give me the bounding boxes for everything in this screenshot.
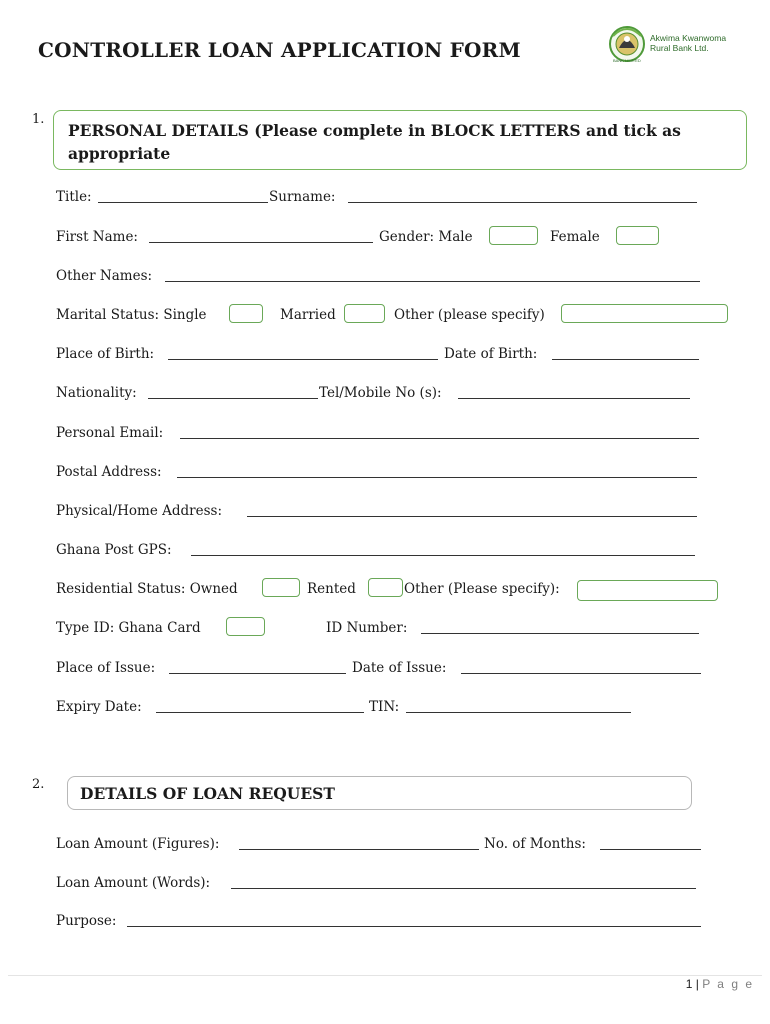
date-of-issue-field[interactable]	[461, 659, 701, 674]
residential-rented-label: Rented	[307, 581, 356, 597]
first-name-field[interactable]	[149, 228, 373, 243]
loan-amount-words-label: Loan Amount (Words):	[56, 875, 211, 891]
gender-female-label: Female	[550, 229, 600, 245]
personal-email-field[interactable]	[180, 424, 699, 439]
ghana-card-checkbox[interactable]	[226, 617, 265, 636]
page-number: 1	[685, 977, 693, 991]
title-field[interactable]	[98, 188, 268, 203]
residential-owned-checkbox[interactable]	[262, 578, 300, 597]
residential-rented-checkbox[interactable]	[368, 578, 403, 597]
gender-female-checkbox[interactable]	[616, 226, 659, 245]
nationality-label: Nationality:	[56, 385, 137, 401]
gender-male-label: Gender: Male	[379, 229, 473, 245]
expiry-date-field[interactable]	[156, 698, 364, 713]
personal-email-label: Personal Email:	[56, 425, 164, 441]
page-footer	[686, 977, 754, 991]
nationality-field[interactable]	[148, 384, 318, 399]
tin-field[interactable]	[406, 698, 631, 713]
physical-address-field[interactable]	[247, 502, 697, 517]
page-separator: |	[695, 977, 699, 991]
place-of-issue-field[interactable]	[169, 659, 346, 674]
marital-married-checkbox[interactable]	[344, 304, 385, 323]
ghana-post-gps-field[interactable]	[191, 541, 695, 556]
purpose-label: Purpose:	[56, 913, 117, 929]
postal-address-field[interactable]	[177, 463, 697, 478]
loan-amount-words-field[interactable]	[231, 874, 696, 889]
date-of-birth-label: Date of Birth:	[444, 346, 538, 362]
postal-address-label: Postal Address:	[56, 464, 162, 480]
id-number-field[interactable]	[421, 619, 699, 634]
purpose-field[interactable]	[127, 912, 701, 927]
surname-field[interactable]	[348, 188, 697, 203]
residential-other-input[interactable]	[577, 580, 718, 601]
footer-divider	[8, 975, 762, 976]
page-label: P a g e	[702, 977, 754, 991]
marital-single-label: Marital Status: Single	[56, 307, 207, 323]
no-of-months-label: No. of Months:	[484, 836, 586, 852]
residential-other-label: Other (Please specify):	[404, 581, 560, 597]
first-name-label: First Name:	[56, 229, 138, 245]
logo-line-1: Akwima Kwanwoma	[650, 33, 727, 43]
other-names-field[interactable]	[165, 267, 700, 282]
tel-mobile-field[interactable]	[458, 384, 690, 399]
section-2-header-box	[67, 776, 692, 810]
place-of-birth-label: Place of Birth:	[56, 346, 155, 362]
expiry-date-label: Expiry Date:	[56, 699, 142, 715]
section-1-header-box	[53, 110, 747, 170]
type-id-label: Type ID: Ghana Card	[56, 620, 201, 636]
marital-other-input[interactable]	[561, 304, 728, 323]
marital-other-label: Other (please specify)	[394, 307, 545, 323]
tel-mobile-label: Tel/Mobile No (s):	[319, 385, 442, 401]
ghana-post-gps-label: Ghana Post GPS:	[56, 542, 172, 558]
tin-label: TIN:	[369, 699, 400, 715]
title-label: Title:	[56, 189, 92, 205]
place-of-birth-field[interactable]	[168, 345, 438, 360]
other-names-label: Other Names:	[56, 268, 153, 284]
section-2-heading: DETAILS OF LOAN REQUEST	[80, 784, 335, 803]
section-2-number: 2.	[32, 777, 45, 792]
logo-seal-text: BANK LIMITED	[613, 58, 641, 63]
marital-married-label: Married	[280, 307, 336, 323]
physical-address-label: Physical/Home Address:	[56, 503, 222, 519]
date-of-issue-label: Date of Issue:	[352, 660, 447, 676]
no-of-months-field[interactable]	[600, 835, 701, 850]
loan-amount-figures-field[interactable]	[239, 835, 479, 850]
id-number-label: ID Number:	[326, 620, 408, 636]
section-1-number: 1.	[32, 112, 45, 127]
place-of-issue-label: Place of Issue:	[56, 660, 156, 676]
section-1-heading: PERSONAL DETAILS (Please complete in BLOCK LETTERS and tick as appropriate	[68, 121, 681, 163]
loan-amount-figures-label: Loan Amount (Figures):	[56, 836, 220, 852]
gender-male-checkbox[interactable]	[489, 226, 538, 245]
date-of-birth-field[interactable]	[552, 345, 699, 360]
form-title: CONTROLLER LOAN APPLICATION FORM	[38, 38, 521, 62]
bank-logo	[605, 24, 735, 66]
marital-single-checkbox[interactable]	[229, 304, 263, 323]
logo-line-2: Rural Bank Ltd.	[650, 43, 709, 53]
residential-owned-label: Residential Status: Owned	[56, 581, 238, 597]
surname-label: Surname:	[269, 189, 336, 205]
